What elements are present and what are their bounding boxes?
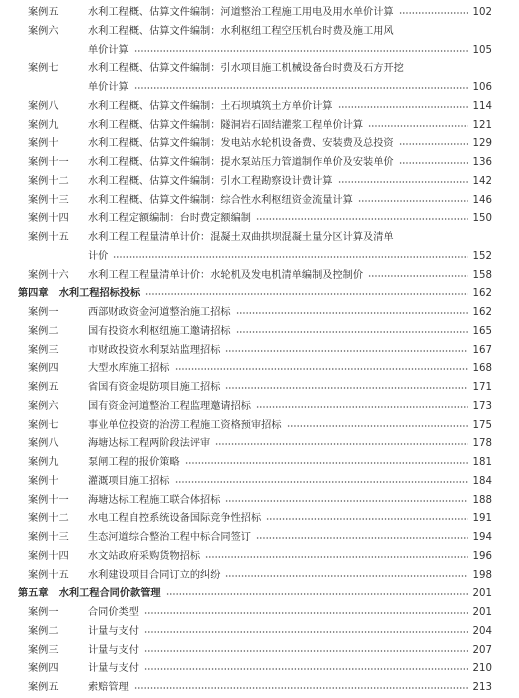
page-number: 152 [472,250,492,262]
case-title: 市财政投资水利泵站监理招标 [88,344,221,356]
case-title: 单价计算 [88,44,129,56]
page-number: 114 [472,100,492,112]
dot-leader [399,12,468,14]
case-number: 案例四 [28,363,59,375]
toc-entry [0,472,519,492]
case-number: 案例十 [28,475,59,487]
page-number: 173 [472,400,492,412]
dot-leader [144,668,468,670]
case-title: 水利工程概、估算文件编制：综合性水利枢纽资金流量计算 [88,194,353,206]
case-title: 计量与支付 [88,663,139,675]
toc-entry [0,116,519,136]
page-number: 204 [472,625,492,637]
toc-entry [0,359,519,379]
dot-leader [215,443,468,445]
page-number: 158 [472,269,492,281]
page-number: 194 [472,532,492,543]
dot-leader [225,500,468,502]
page-number: 106 [472,82,492,93]
case-title: 水利工程概、估算文件编制：引水工程勘察设计费计算 [88,175,333,187]
chapter-heading [0,584,519,604]
toc-entry [0,3,519,23]
toc-entry [0,153,519,173]
page-number: 207 [472,644,492,656]
toc-entry [0,528,519,548]
dot-leader [399,143,468,145]
case-title: 单价计算 [88,82,129,93]
page-number: 136 [472,157,492,168]
case-number: 案例四 [28,663,59,675]
toc-entry [0,566,519,586]
page-number: 162 [472,288,492,300]
page-number: 146 [472,194,492,206]
toc-entry [0,659,519,679]
dot-leader [144,631,468,633]
case-number: 案例九 [28,119,59,131]
dot-leader [225,575,468,577]
toc-entry [0,678,519,698]
case-number: 案例十三 [28,194,69,206]
case-title: 计价 [88,250,109,262]
case-title: 水利工程概、估算文件编制：引水项目施工机械设备台时费及石方开挖 [88,63,404,75]
dot-leader [256,406,468,408]
dot-leader [358,200,468,202]
toc-continuation [0,41,519,61]
page-number: 121 [472,119,492,131]
toc-continuation [0,247,519,267]
case-number: 案例九 [28,457,59,468]
case-title: 生态河道综合整治工程中标合同签订 [88,532,251,543]
page-number: 150 [472,213,492,225]
page-number: 142 [472,175,492,187]
case-number: 案例十一 [28,494,69,506]
case-number: 案例十二 [28,513,69,525]
case-title: 水文站政府采购货物招标 [88,550,201,562]
dot-leader [175,368,468,370]
case-title: 水利工程概、估算文件编制：河道整治工程施工用电及用水单价计算 [88,7,394,18]
case-number: 案例十一 [28,157,69,168]
dot-leader [225,350,468,352]
case-number: 案例十五 [28,569,69,581]
dot-leader [144,612,468,614]
page-number: 168 [472,363,492,375]
case-number: 案例五 [28,682,59,693]
case-number: 案例十 [28,138,59,150]
case-number: 案例七 [28,419,59,431]
dot-leader [145,293,468,295]
toc-entry [0,191,519,211]
case-title: 事业单位投资的治涝工程施工资格预审招标 [88,419,282,431]
dot-leader [236,331,468,333]
page-number: 178 [472,438,492,450]
case-number: 案例十三 [28,532,69,543]
toc-entry [0,341,519,361]
toc-entry [0,97,519,117]
toc-entry [0,641,519,661]
case-title: 水利建设项目合同订立的纠纷 [88,569,221,581]
page-number: 105 [472,44,492,56]
dot-leader [134,87,468,89]
dot-leader [175,481,468,483]
dot-leader [185,462,468,464]
case-title: 计量与支付 [88,644,139,656]
case-title: 大型水库施工招标 [88,363,170,375]
page-number: 213 [472,682,492,693]
case-number: 案例十二 [28,175,69,187]
toc-entry [0,622,519,642]
page-number: 181 [472,457,492,468]
case-title: 水利工程概、估算文件编制：水利枢纽工程空压机台时费及施工用风 [88,25,394,37]
dot-leader [266,518,468,520]
case-number: 案例十六 [28,269,69,281]
chapter-title: 第五章 水利工程合同价款管理 [18,588,161,600]
dot-leader [368,275,468,277]
toc-entry [0,322,519,342]
dot-leader [256,218,468,220]
toc-entry [0,378,519,398]
page-number: 201 [472,607,492,618]
page-number: 196 [472,550,492,562]
case-number: 案例三 [28,344,59,356]
case-title: 水利工程定额编制：台时费定额编制 [88,213,251,225]
case-number: 案例七 [28,63,59,75]
case-title: 海塘达标工程两阶段法评审 [88,438,211,450]
case-title: 计量与支付 [88,625,139,637]
case-number: 案例十四 [28,550,69,562]
case-title: 水利工程概、估算文件编制：提水泵站压力管道制作单价及安装单价 [88,157,394,168]
chapter-title: 第四章 水利工程招标投标 [18,288,141,300]
case-number: 案例十四 [28,213,69,225]
case-title: 西部财政资金河道整治施工招标 [88,307,231,318]
page-number: 171 [472,382,492,393]
toc-entry [0,416,519,436]
page-number: 184 [472,475,492,487]
case-title: 水电工程自控系统设备国际竞争性招标 [88,513,262,525]
dot-leader [113,256,468,258]
case-title: 国有资金河道整治工程监理邀请招标 [88,400,251,412]
dot-leader [338,181,468,183]
toc-entry [0,303,519,323]
toc-entry [0,134,519,154]
case-title: 水利工程工程量清单计价：混凝土双曲拱坝混凝土量分区计算及清单 [88,232,394,243]
toc-entry [0,603,519,623]
page-number: 102 [472,7,492,18]
case-title: 国有投资水利枢纽施工邀请招标 [88,325,231,337]
case-title: 省国有资金堤防项目施工招标 [88,382,221,393]
page-number: 165 [472,325,492,337]
case-number: 案例一 [28,607,59,618]
case-number: 案例五 [28,7,59,18]
toc-entry [0,509,519,529]
case-title: 合同价类型 [88,607,139,618]
dot-leader [256,537,468,539]
toc-entry [0,266,519,286]
case-title: 水利工程概、估算文件编制：发电站水轮机设备费、安装费及总投资 [88,138,394,150]
dot-leader [205,556,468,558]
case-number: 案例六 [28,400,59,412]
page-number: 201 [472,588,492,600]
toc-entry [0,453,519,473]
case-title: 海塘达标工程施工联合体招标 [88,494,221,506]
case-number: 案例六 [28,25,59,37]
dot-leader [134,50,468,52]
toc-entry [0,172,519,192]
toc-entry [0,59,519,79]
page-number: 167 [472,344,492,356]
case-number: 案例二 [28,325,59,337]
toc-entry [0,491,519,511]
dot-leader [225,387,468,389]
toc-continuation [0,78,519,98]
case-title: 水利工程概、估算文件编制：土石坝填筑土方单价计算 [88,100,333,112]
dot-leader [134,687,468,689]
toc-entry [0,434,519,454]
page-number: 129 [472,138,492,150]
toc-entry [0,547,519,567]
page-number: 210 [472,663,492,675]
page-number: 191 [472,513,492,525]
dot-leader [368,125,468,127]
case-title: 水利工程工程量清单计价：水轮机及发电机清单编制及控制价 [88,269,364,281]
case-number: 案例五 [28,382,59,393]
case-number: 案例三 [28,644,59,656]
dot-leader [287,425,468,427]
toc-entry [0,397,519,417]
toc-entry [0,209,519,229]
dot-leader [236,312,468,314]
page-number: 198 [472,569,492,581]
case-number: 案例十五 [28,232,69,243]
case-number: 案例八 [28,100,59,112]
case-title: 泵闸工程的报价策略 [88,457,180,468]
case-number: 案例二 [28,625,59,637]
dot-leader [166,593,468,595]
case-title: 水利工程概、估算文件编制：隧洞岩石固结灌浆工程单价计算 [88,119,364,131]
case-number: 案例一 [28,307,59,318]
page-number: 188 [472,494,492,506]
toc-entry [0,22,519,42]
dot-leader [338,106,468,108]
chapter-heading [0,284,519,304]
dot-leader [144,650,468,652]
case-title: 灌溉项目施工招标 [88,475,170,487]
page-number: 175 [472,419,492,431]
case-title: 索赔管理 [88,682,129,693]
page-number: 162 [472,307,492,318]
dot-leader [399,162,468,164]
toc-entry [0,228,519,248]
case-number: 案例八 [28,438,59,450]
